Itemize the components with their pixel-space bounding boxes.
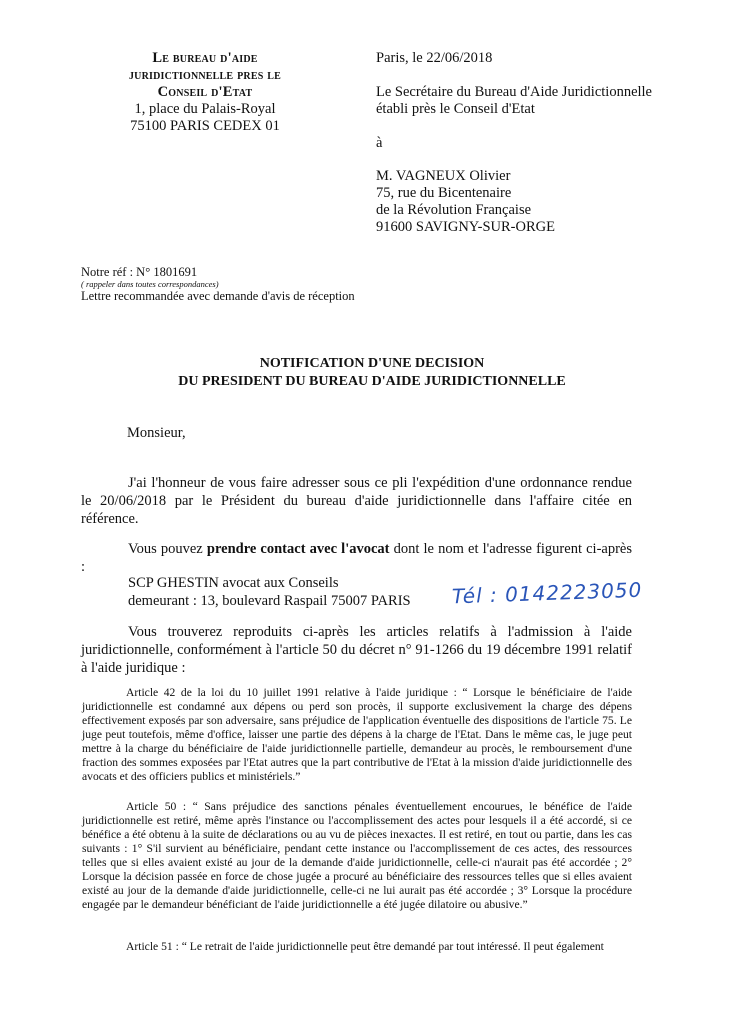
article-51: Article 51 : “ Le retrait de l'aide juridictionnelle peut être demandé par tout intéressé. Il peut également (126, 940, 604, 953)
recipient-street2: de la Révolution Française (376, 202, 532, 218)
from-block (376, 84, 652, 118)
recipient-city: 91600 SAVIGNY-SUR-ORGE (376, 219, 555, 235)
handwritten-phone: Tél : 0142223050 (451, 577, 643, 609)
lawyer-address: demeurant : 13, boulevard Raspail 75007 PARIS (128, 593, 411, 609)
reference-number: Notre réf : N° 1801691 (81, 265, 198, 279)
reference-note: ( rappeler dans toutes correspondances) (81, 279, 219, 289)
sender-name-line1: Le bureau d'aide (152, 50, 258, 66)
reference-block (81, 265, 355, 303)
paragraph-contact (81, 540, 632, 576)
contact-text-pre: Vous pouvez (128, 541, 207, 557)
sender-address-line2: 75100 PARIS CEDEX 01 (130, 118, 280, 134)
contact-text-post: dont le nom et l'adresse figurent ci-après : (81, 541, 632, 575)
paragraph-articles-intro: Vous trouverez reproduits ci-après les articles relatifs à l'admission à l'aide juridictionnelle, conformément à l'article 50 du décret n° 91-1266 du 19 décembre 1991 relatif à l'aide juridique : (81, 624, 632, 676)
from-line1: Le Secrétaire du Bureau d'Aide Juridictionnelle (376, 84, 652, 100)
article-42: Article 42 de la loi du 10 juillet 1991 relative à l'aide juridique : “ Lorsque le bénéficiaire de l'aide juridictionnelle est condamné aux dépens ou perd son procès, il supporte exclusivement la charge des dépens effectivement exposés par son adversaire, sans préjudice de l'application éventuelle des dispositions de l'article 75. Le juge peut toutefois, même d'office, laisser une partie des dépens à la charge de l'Etat. Dans le même cas, le juge peut mettre à la charge du bénéficiaire de l'aide juridictionnelle partielle, demandeur au procès, le remboursement d'une fraction des sommes exposées par l'Etat autres que la part contributive de l'Etat à la mission d'aide juridictionnelle des avocats et des officiers publics et ministériels.” (82, 686, 632, 783)
place-date: Paris, le 22/06/2018 (376, 50, 493, 66)
document-title (0, 355, 744, 391)
article-50: Article 50 : “ Sans préjudice des sanctions pénales éventuellement encourues, le bénéfice de l'aide juridictionnelle est retiré, même après l'instance ou l'accomplissement des actes pour lesquels il a été accordé, si ce bénéfice a été obtenu à la suite de déclarations ou au vu de pièces inexactes. Il est retiré, en tout ou partie, dans les cas suivants : 1° S'il survient au bénéficiaire, pendant cette instance ou l'accomplissement de ces actes, des ressources telles que si elles avaient existé au jour de la demande d'aide juridictionnelle, celle-ci n'aurait pas été accordée ; 2° Lorsque la décision passée en force de chose jugée a procuré au bénéficiaire des ressources telles que si elles avaient existé au jour de la demande d'aide juridictionnelle, celle-ci ne lui aurait pas été accordée ; 3° Lorsque la procédure engagée par le demandeur bénéficiant de l'aide juridictionnelle a été jugée dilatoire ou abusive.” (82, 800, 632, 911)
salutation: Monsieur, (127, 425, 186, 441)
contact-emphasis: prendre contact avec l'avocat (206, 541, 390, 557)
recipient-name: M. VAGNEUX Olivier (376, 168, 511, 184)
recipient-block (376, 168, 555, 236)
lawyer-name: SCP GHESTIN avocat aux Conseils (128, 575, 339, 591)
sender-name-line3: Conseil d'Etat (157, 84, 253, 100)
title-line2: DU PRESIDENT DU BUREAU D'AIDE JURIDICTIONNELLE (178, 374, 566, 389)
sender-address-line1: 1, place du Palais-Royal (134, 101, 276, 117)
paragraph-notification: J'ai l'honneur de vous faire adresser sous ce pli l'expédition d'une ordonnance rendue le 20/06/2018 par le Président du bureau d'aide juridictionnelle dans l'affaire citée en référence. (81, 475, 632, 527)
title-line1: NOTIFICATION D'UNE DECISION (259, 356, 485, 371)
lawyer-block (128, 574, 411, 610)
recipient-street: 75, rue du Bicentenaire (376, 185, 512, 201)
delivery-mode: Lettre recommandée avec demande d'avis de réception (81, 289, 355, 303)
sender-name-line2: juridictionnelle pres le (128, 67, 282, 83)
from-line2: établi près le Conseil d'Etat (376, 101, 535, 117)
sender-block (95, 50, 315, 135)
to-word: à (376, 135, 383, 151)
